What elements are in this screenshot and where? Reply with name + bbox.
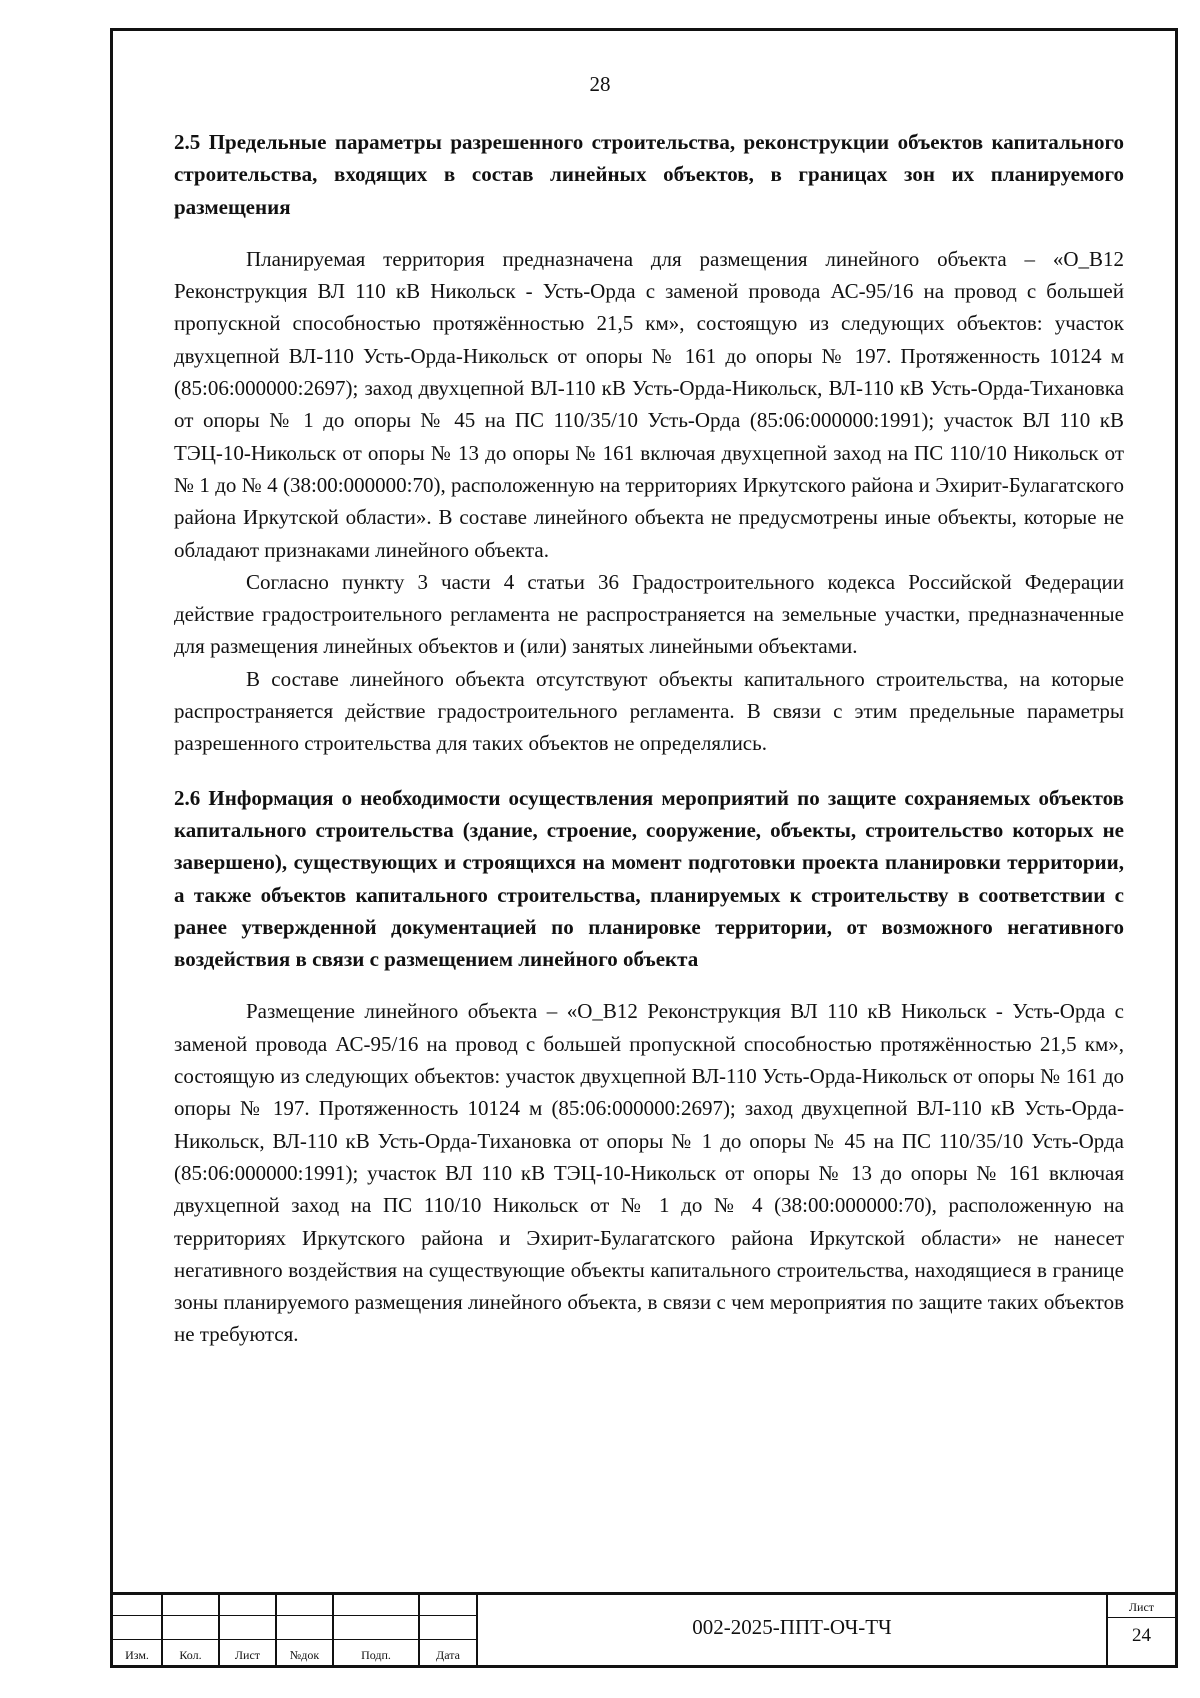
sheet-number: 24 [1132, 1625, 1151, 1646]
column-podp [334, 1640, 420, 1665]
page-number: 28 [589, 72, 611, 96]
grid-cell [420, 1616, 478, 1640]
revision-grid [113, 1592, 518, 1665]
column-ndoc [277, 1640, 334, 1665]
document-code: 002-2025-ППТ-ОЧ-ТЧ [692, 1615, 892, 1639]
grid-cell [334, 1592, 420, 1616]
section-2-5-paragraph-2: Согласно пункту 3 части 4 статьи 36 Градостроительного кодекса Российской Федерации действие градостроительного регламента не распространяется на земельные участки, предназначенные для размещения линейных объектов и (или) занятых линейными объектами. [174, 569, 1124, 659]
column-label: Лист [234, 1648, 261, 1662]
section-2-6-heading: 2.6 Информация о необходимости осуществления мероприятий по защите сохраняемых объектов капитального строительства (здание, строение, сооружение, объекты, строительство которых не завершено), существующих и строящихся на момент подготовки проекта планировки территории, а также объектов капитального строительства, планируемых к строительству в соответствии с ранее утвержденной документацией по планировке территории, от возможного негативного воздействия в связи с размещением линейного объекта [174, 785, 1124, 972]
column-label: Дата [436, 1648, 460, 1662]
section-2-5-paragraph-1: Планируемая территория предназначена для размещения линейного объекта – «О_В12 Реконструкция ВЛ 110 кВ Никольск - Усть-Орда с заменой провода АС-95/16 на провод с большей пропускной способностью протяжённостью 21,5 км», состоящую из следующих объектов: участок двухцепной ВЛ-110 Усть-Орда-Никольск от опоры № 161 до опоры № 197. Протяженность 10124 м (85:06:000000:2697); заход двухцепной ВЛ-110 кВ Усть-Орда-Никольск, ВЛ-110 кВ Усть-Орда-Тихановка от опоры № 1 до опоры № 45 на ПС 110/35/10 Усть-Орда (85:06:000000:1991); участок ВЛ 110 кВ ТЭЦ-10-Никольск от опоры № 13 до опоры № 161 включая двухцепной заход на ПС 110/10 Никольск от № 1 до № 4 (38:00:000000:70), расположенную на территориях Иркутского района и Эхирит-Булагатского района Иркутской области». В составе линейного объекта не предусмотрены иные объекты, которые не обладают признаками линейного объекта. [174, 246, 1124, 562]
section-2-5-paragraph-3: В составе линейного объекта отсутствуют объекты капитального строительства, на которые распространяется действие градостроительного регламента. В связи с этим предельные параметры разрешенного строительства для таких объектов не определялись. [174, 666, 1124, 756]
grid-cell [163, 1616, 220, 1640]
document-code-block [478, 1592, 1108, 1665]
grid-cell [113, 1616, 163, 1640]
grid-cell [220, 1592, 277, 1616]
sheet-block [1108, 1592, 1175, 1665]
column-label: Подп. [361, 1648, 391, 1662]
sheet-label: Лист [1108, 1597, 1175, 1618]
column-data [420, 1640, 478, 1665]
column-izm [113, 1640, 163, 1665]
document-body [174, 126, 1124, 1351]
title-block-stamp [113, 1592, 1175, 1665]
column-list [220, 1640, 277, 1665]
column-kol [163, 1640, 220, 1665]
column-label: №док [289, 1648, 320, 1662]
grid-cell [277, 1616, 334, 1640]
grid-cell [220, 1616, 277, 1640]
grid-cell [113, 1592, 163, 1616]
column-label: Кол. [179, 1648, 202, 1662]
section-2-5-heading: 2.5 Предельные параметры разрешенного строительства, реконструкции объектов капитального строительства, входящих в состав линейных объектов, в границах зон их планируемого размещения [174, 130, 1124, 219]
grid-cell [420, 1592, 478, 1616]
section-2-6-paragraph-1: Размещение линейного объекта – «О_В12 Реконструкция ВЛ 110 кВ Никольск - Усть-Орда с заменой провода АС-95/16 на провод с большей пропускной способностью протяжённостью 21,5 км», состоящую из следующих объектов: участок двухцепной ВЛ-110 Усть-Орда-Никольск от опоры № 161 до опоры № 197. Протяженность 10124 м (85:06:000000:2697); заход двухцепной ВЛ-110 кВ Усть-Орда-Никольск, ВЛ-110 кВ Усть-Орда-Тихановка от опоры № 1 до опоры № 45 на ПС 110/35/10 Усть-Орда (85:06:000000:1991); участок ВЛ 110 кВ ТЭЦ-10-Никольск от опоры № 13 до опоры № 161 включая двухцепной заход на ПС 110/10 Никольск от № 1 до № 4 (38:00:000000:70), расположенную на территориях Иркутского района и Эхирит-Булагатского района Иркутской области» не нанесет негативного воздействия на существующие объекты капитального строительства, находящиеся в границе зоны планируемого размещения линейного объекта, в связи с чем мероприятия по защите таких объектов не требуются. [174, 999, 1124, 1347]
column-label: Изм. [125, 1648, 149, 1662]
grid-cell [277, 1592, 334, 1616]
grid-cell [163, 1592, 220, 1616]
grid-cell [334, 1616, 420, 1640]
